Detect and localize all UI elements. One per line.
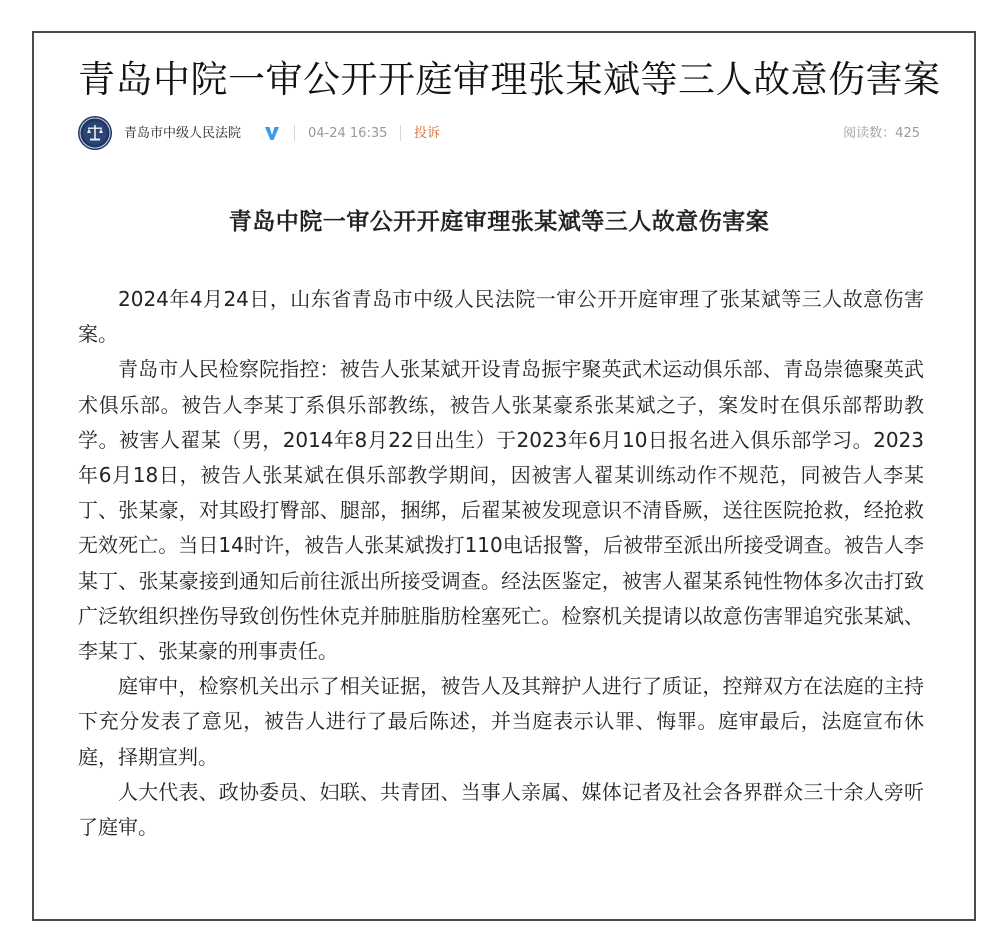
report-link[interactable]: 投诉 (414, 126, 441, 141)
paragraph: 人大代表、政协委员、妇联、共青团、当事人亲属、媒体记者及社会各界群众三十余人旁听了庭审。 (78, 779, 924, 840)
article-title: 青岛中院一审公开开庭审理张某斌等三人故意伤害案 (78, 58, 941, 101)
verified-v-icon (263, 124, 281, 142)
paragraph: 庭审中，检察机关出示了相关证据，被告人及其辩护人进行了质证，控辩双方在法庭的主持下充分发表了意见，被告人进行了最后陈述，并当庭表示认罪、悔罪。庭审最后，法庭宣布休庭，择期宣判。 (78, 674, 924, 769)
article-meta (78, 116, 920, 152)
paragraph: 2024年4月24日，山东省青岛市中级人民法院一审公开开庭审理了张某斌等三人故意伤害案。 (78, 287, 924, 347)
article-subtitle: 青岛中院一审公开开庭审理张某斌等三人故意伤害案 (228, 209, 770, 235)
publish-time: 04-24 16:35 (308, 126, 388, 141)
author-name-link[interactable]: 青岛市中级人民法院 (124, 126, 242, 141)
court-emblem-icon (78, 116, 112, 150)
court-emblem-avatar[interactable] (78, 116, 112, 150)
meta-divider (400, 125, 401, 141)
article-container (32, 31, 976, 921)
read-count: 阅读数：425 (843, 126, 920, 141)
meta-divider (294, 125, 295, 141)
paragraph: 青岛市人民检察院指控：被告人张某斌开设青岛振宇聚英武术运动俱乐部、青岛崇德聚英武术俱乐部。被告人李某丁系俱乐部教练，被告人张某豪系张某斌之子，案发时在俱乐部帮助教学。被害人翟某（男，2014年8月22日出生）于2023年6月10日报名进入俱乐部学习。2023年6月18日，被告人张某斌在俱乐部教学期间，因被害人翟某训练动作不规范，同被告人李某丁、张某豪，对其殴打臀部、腿部，捆绑，后翟某被发现意识不清昏厥，送往医院抢救，经抢救无效死亡。当日14时许，被告人张某斌拨打110电话报警，后被带至派出所接受调查。被告人李某丁、张某豪接到通知后前往派出所接受调查。经法医鉴定，被害人翟某系钝性物体多次击打致广泛软组织挫伤导致创伤性休克并肺脏脂肪栓塞死亡。检察机关提请以故意伤害罪追究张某斌、李某丁、张某豪的刑事责任。 (78, 357, 924, 664)
article-body (78, 282, 924, 845)
